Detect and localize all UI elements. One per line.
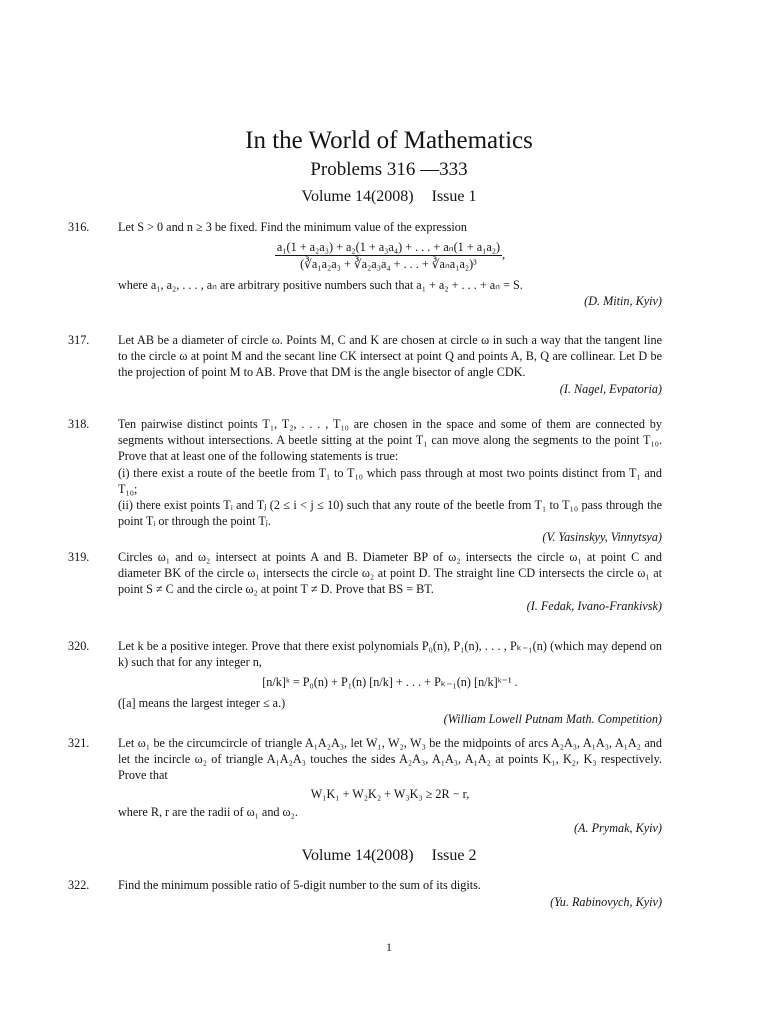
problem-317: [68, 332, 662, 397]
problem-number: 316.: [68, 220, 90, 234]
problem-number: 319.: [68, 550, 90, 564]
display-formula: $\frac{\text{a₁(1 + a₂a₃) + a₂(1 + a₃a₄) + . . . + aₙ(1 + a₁a₂)}}{\text{(∛a₁a₂a₃ + ∛a₂a₃a₄ + . . . + ∛aₙa₁a₂)³}}$ ,: [276, 240, 506, 272]
problem-author: (V. Yasinskyy, Vinnytsya): [542, 530, 662, 545]
problem-320: [68, 638, 662, 727]
issue-heading-1: [0, 186, 768, 208]
problem-text: Ten pairwise distinct points T₁, T₂, . . . , T₁₀ are chosen in the space and some of them are connected by segments without intersections. A beetle sitting at the point T₁ can move along the segments to the point T₁₀. Prove that at least one of the following statements is true:: [118, 417, 662, 464]
problem-author: (I. Nagel, Evpatoria): [559, 381, 662, 396]
problem-item-ii: (ii) there exist points Tᵢ and Tⱼ (2 ≤ i < j ≤ 10) such that any route of the beetle from T₁ to T₁₀ pass through the point Tᵢ or through the point Tⱼ.: [118, 498, 662, 529]
problem-text-continued: where a₁, a₂, . . . , aₙ are arbitrary positive numbers such that a₁ + a₂ + . . . + aₙ = S.: [118, 277, 523, 292]
issue-volume: Volume 14(2008): [301, 188, 414, 205]
issue-heading-2: [0, 845, 768, 867]
display-formula: W₁K₁ + W₂K₂ + W₃K₃ ≥ 2R − r,: [310, 786, 470, 801]
problem-number: 322.: [68, 878, 90, 892]
issue-label: Issue 2: [431, 847, 477, 864]
fraction-numerator: a₁(1 + a₂a₃) + a₂(1 + a₃a₄) + . . . + aₙ(1 + a₁a₂): [275, 239, 502, 256]
problem-text: Circles ω₁ and ω₂ intersect at points A and B. Diameter BP of ω₂ intersects the circle ω₁ at point C and diameter BK of the circle ω₁ intersects the circle ω₂ at point D. The straight line CD intersects the circle ω₁ at point S ≠ C and the circle ω₂ at point T ≠ D. Prove that BS = BT.: [118, 550, 662, 597]
problem-text: Find the minimum possible ratio of 5-digit number to the sum of its digits.: [118, 878, 481, 892]
issue-label: Issue 1: [431, 188, 477, 205]
problem-text: Let AB be a diameter of circle ω. Points M, C and K are chosen at circle ω in such a way that the tangent line to the circle ω at point M and the secant line CK intersect at point Q and points A, B, Q are collinear. Let D be the projection of point M to AB. Prove that DM is the angle bisector of angle CDK.: [118, 333, 662, 380]
problem-author: (A. Prymak, Kyiv): [574, 821, 662, 836]
problem-number: 317.: [68, 333, 90, 347]
problem-321: [68, 735, 662, 836]
issue-volume: Volume 14(2008): [301, 847, 414, 864]
problem-author: (Yu. Rabinovych, Kyiv): [550, 895, 662, 910]
problem-text: Let S > 0 and n ≥ 3 be fixed. Find the minimum value of the expression: [118, 220, 467, 234]
fraction: [275, 239, 502, 272]
problem-322: [68, 877, 662, 910]
problem-316: [68, 219, 662, 309]
problem-note: ([a] means the largest integer ≤ a.): [118, 695, 286, 710]
display-formula: [n/k]ᵏ = P₀(n) + P₁(n) [n/k] + . . . + Pₖ₋₁(n) [n/k]ᵏ⁻¹ .: [262, 675, 518, 690]
problem-318: [68, 416, 662, 546]
problem-text-continued: where R, r are the radii of ω₁ and ω₂.: [118, 804, 298, 819]
problem-number: 318.: [68, 417, 90, 431]
page-subtitle: Problems 316 —333: [310, 159, 468, 180]
problem-author: (D. Mitin, Kyiv): [584, 293, 662, 308]
page-number: 1: [386, 940, 392, 954]
problem-text: Let ω₁ be the circumcircle of triangle A₁A₂A₃, let W₁, W₂, W₃ be the midpoints of arcs A₂A₃, A₁A₃, A₁A₂ and let the incircle ω₂ of triangle A₁A₂A₃ touches the sides A₂A₃, A₁A₃, A₁A₂ at points K₁, K₂, K₃ respectively. Prove that: [118, 736, 662, 783]
problem-text: Let k be a positive integer. Prove that there exist polynomials P₀(n), P₁(n), . . . , Pₖ₋₁(n) (which may depend on k) such that for any integer n,: [118, 639, 662, 670]
problem-number: 321.: [68, 736, 90, 750]
problem-author: (I. Fedak, Ivano-Frankivsk): [526, 598, 662, 613]
problem-319: [68, 549, 662, 614]
page-title: In the World of Mathematics: [245, 127, 533, 154]
problem-item-i: (i) there exist a route of the beetle from T₁ to T₁₀ which pass through at most two points distinct from T₁ and T₁₀;: [118, 465, 662, 496]
fraction-denominator: (∛a₁a₂a₃ + ∛a₂a₃a₄ + . . . + ∛aₙa₁a₂)³: [300, 257, 477, 272]
problem-author: (William Lowell Putnam Math. Competition): [443, 711, 662, 726]
problem-number: 320.: [68, 639, 90, 653]
